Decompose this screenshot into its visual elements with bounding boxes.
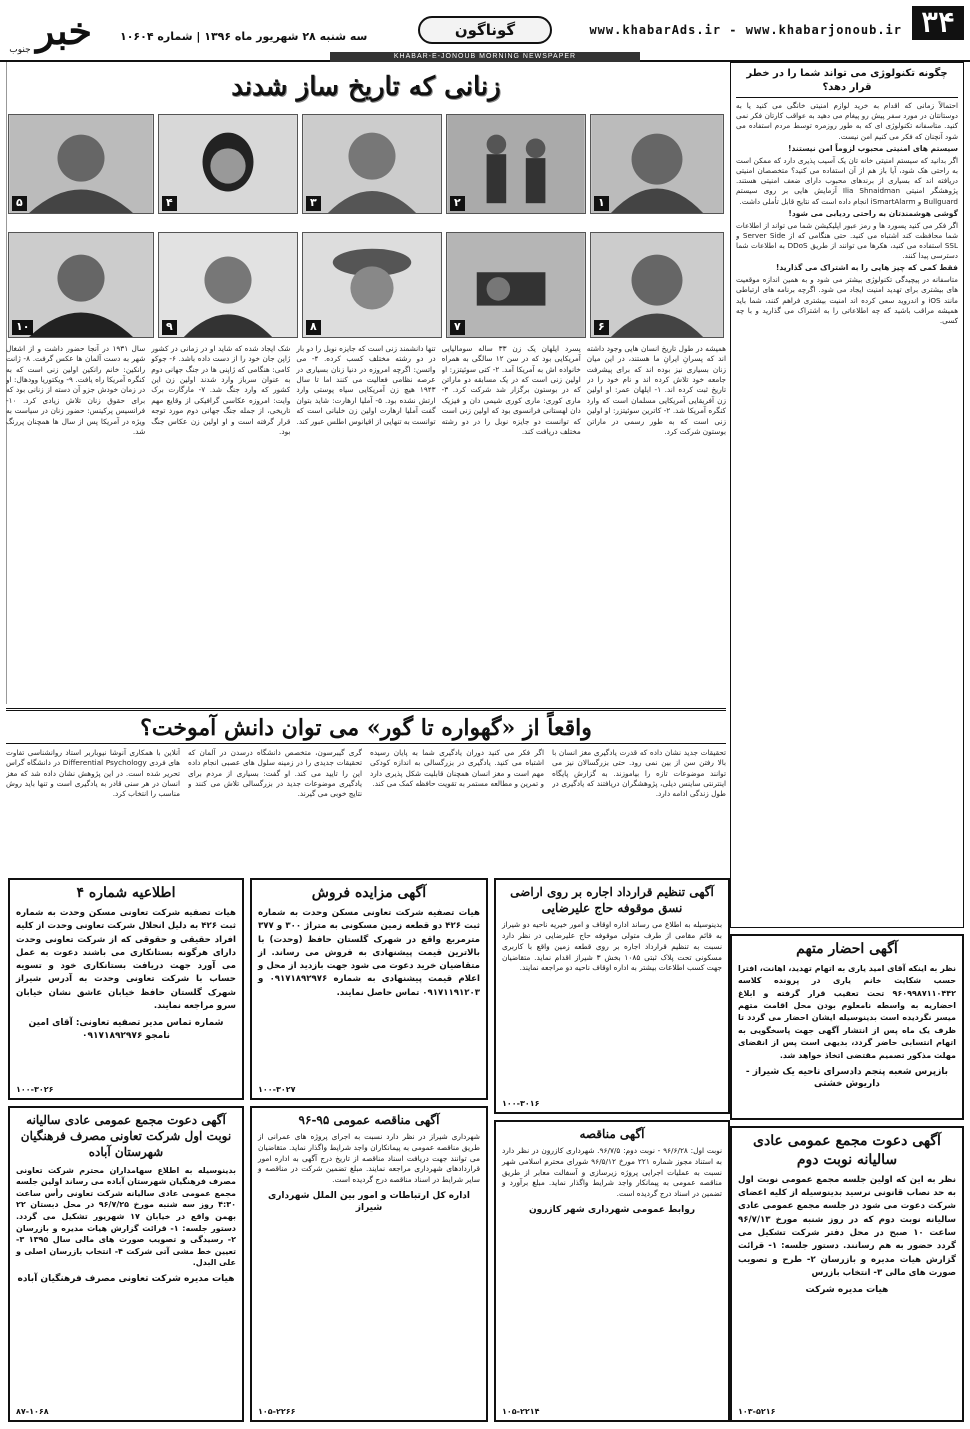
aviator-image — [9, 115, 153, 213]
ad-title: آگهی مناقصه — [579, 1127, 645, 1141]
ad-body: هیات تصفیه شرکت تعاونی مسکن وحدت به شماره ثبت ۴۲۶ دو قطعه زمین مسکونی به متراژ ۳۰۰ و ۳۷۷ مترمربع واقع در شهرک گلستان حافظ (وحدت) با بالاترین قیمت پیشنهادی به فروش می رساند. از متقاضیان خرید دعوت می شود جهت بازدید از محل و اعلام قیمت پیشنهادی به شماره ۰۹۱۷۱۸۹۲۹۷۶ و ۰۹۱۷۱۱۹۱۲۰۳ تماس حاصل نمایند. — [258, 907, 480, 998]
portrait-image — [303, 115, 441, 213]
photo-10 — [8, 232, 154, 338]
article-column: سال ۱۹۳۱ در آنجا حضور داشت و از اشغال شهر به دست آلمان ها عکس گرفت. ۸- ژانت رانکین: خانم رانکین اولین زنی است که به کنگره آمریکا راه یافت. ۹- ویکتوریا وودهال: او در زمان خودش جزو آن دسته از زنانی بود که برای حقوق زنان تلاش زیادی کرد. ۱۰- فرانسیس پرکینس: حضور زنان در سیاست به ویژه در آمریکا پس از سال ها همچنان پررنگ شد. — [5, 344, 146, 436]
ad-lease — [494, 878, 730, 1114]
photo-6 — [590, 232, 724, 338]
article-column: تنها دانشمند زنی است که جایزه نوبل را دو بار در دو رشته مختلف کسب کرده. ۴- می واتسن: اگرچه امروزه در دنیا زنان بسیاری در عرصه نظامی فعالیت می کنند اما تا سال ۱۹۴۳ هیچ زن آمریکایی سیاه پوستی وارد ارتش نشده بود. ۵- آملیا ارهارت: شاید بتوان گفت آملیا ارهارت اولین زن خلبانی است که توانست به تنهایی از اقیانوس اطلس عبور کند. — [296, 344, 436, 426]
sidebar-paragraph: اگر فکر می کنید پسورد ها و رمز عبور اپلیکیشن شما می تواند از اطلاعات شما محافظت کند اشتباه می کنید. حتی هنگامی که از Server Side و SSL استفاده می کنید، هکرها می توانند از طریق DDoS به اطلاعات شما دسترسی پیدا کنند. — [736, 220, 958, 261]
ad-code: ۱۰۳-۵۲۱۶ — [738, 1407, 776, 1417]
article-column: پسرد ایلهان یک زن ۳۳ ساله سومالیایی آمریکایی بود که در سن ۱۲ سالگی به همراه خانواده اش به آمریکا آمد. ۲- کتی سوئیتزر: او اولین زنی است که در یک مسابقه دو ماراتن که در بوستون برگزار شد شرکت کرد. ۳- ماری کوری: ماری کوری شیمی دان و فیزیک دان لهستانی فرانسوی بود که اولین زنی است که توانست دو جایزه نوبل را در دو رشته مختلف دریافت کند. — [441, 344, 581, 436]
tagline-ribbon: KHABAR-E-JONOUB MORNING NEWSPAPER — [330, 52, 640, 62]
issue-date: سه شنبه ۲۸ شهریور ماه ۱۳۹۶ | شماره ۱۰۶۰۴ — [120, 30, 368, 43]
ad-auction — [250, 878, 488, 1100]
ad-body: نوبت اول: ۹۶/۶/۲۸ - نوبت دوم: ۹۶/۷/۵. شهرداری کازرون در نظر دارد به استناد مجوز شماره ۲۲۱ مورخ ۹۶/۵/۱۲ شورای محترم اسلامی شهر نسبت به عملیات اجرایی پروژه زیرسازی و آسفالت معابر از طریق مناقصه عمومی به پیمانکار واجد شرایط واگذار نماید. مبلغ برآورد و تضمین در اسناد درج گردیده است. — [502, 1146, 723, 1199]
ad-code: ۱۰۵-۲۲۶۶ — [258, 1407, 296, 1417]
article-column: گری گیبرسون، متخصص دانشگاه درسدن در آلمان که تحقیقات جدیدی را در زمینه سلول های عصبی انجام داده این را تایید می کند. او گفت: بسیاری از مردم برای یادگیری موضوعات جدید در بزرگسالی تلاش می کنند و نتایج خوبی می گیرند. — [188, 748, 362, 799]
photo-number: ۱ — [594, 196, 609, 211]
ad-general-assembly — [730, 1126, 964, 1422]
page-number: ۳۴ — [912, 6, 964, 40]
ad-body: هیات تصفیه شرکت تعاونی مسکن وحدت به شماره ثبت ۴۲۶ به دلیل انحلال شرکت تعاونی وحدت از کلیه افراد حقیقی و حقوقی که از شرکت تعاونی وحدت دارای هرگونه بستانکاری می باشند دعوت به عمل می آورد جهت دریافت بستانکاری خود و تسویه حساب با شرکت تعاونی وحدت به آدرس شیراز شهرک گلستان حافظ خیابان عاشق نشان خیابان سرو مراجعه نمایند. — [16, 907, 237, 1012]
photo-number: ۲ — [450, 196, 465, 211]
newspaper-logo — [6, 4, 110, 56]
ad-body: نظر به اینکه آقای امید یاری به اتهام تهدید، اهانت، افترا حسب شکایت خانم یاری در پرونده کلاسه ۹۶۰۹۹۸۷۱۱۰۴۴۲ تحت تعقیب قرار گرفته و ابلاغ احضاریه به واسطه نامعلوم بودن محل اقامت متهم میسر نگردیده است بدینوسیله ایشان احضار می گردد تا ظرف یک ماه پس از انتشار آگهی جهت پاسخگویی به اتهام انتسابی حاضر گردد، بدیهی است پس از انقضای مهلت مذکور تصمیم مقتضی اتخاذ خواهد شد. — [738, 963, 956, 1060]
ad-code: ۱۰۰-۳۰۱۶ — [502, 1099, 540, 1109]
sidebar-title: چگونه تکنولوژی می تواند شما را در خطر قرار دهد؟ — [736, 67, 958, 98]
site-urls[interactable]: www.khabarAds.ir - www.khabarjonoub.ir — [589, 23, 902, 37]
ad-code: ۱۰۰-۳۰۲۷ — [258, 1085, 296, 1095]
ad-code: ۱۰۵-۲۲۱۴ — [502, 1407, 540, 1417]
photo-9 — [158, 232, 298, 338]
sidebar-paragraph: متاسفانه در پیچیدگی تکنولوژی بیشتر می شود و به همین اندازه موقعیت های بیشتری برای تهدید امنیت ایجاد می شود. اگرچه برنامه های ارتباطی مانند iOS و اندروید سعی کرده اند امنیت بیشتری فراهم کنند، شما باید همیشه مراقب باشید که چه اطلاعاتی را به اشتراک می گذارید و با چه کسی. — [736, 275, 958, 326]
ad-body: نظر به این که اولین جلسه مجمع عمومی نوبت اول به حد نصاب قانونی نرسید بدینوسیله از کلیه اعضای شرکت دعوت می شود در جلسه مجمع عمومی عادی سالیانه نوبت دوم که در روز شنبه مورخ ۹۶/۷/۱۳ ساعت ۱۰ صبح در محل دفتر شرکت تشکیل می گردد حضور به هم رسانند. دستور جلسه: ۱- قرائت گزارش هیات مدیره و بازرسان ۲- طرح و تصویب صورت های مالی ۳- انتخاب بازرس — [738, 1174, 957, 1278]
ad-signature: اداره کل ارتباطات و امور بین الملل شهرداری شیراز — [267, 1190, 471, 1213]
ad-body: بدینوسیله به اطلاع می رساند اداره اوقاف و امور خیریه ناحیه دو شیراز به قائم مقامی از طرف متولی موقوفه حاج علیرضایی در نظر دارد نسبت به تنظیم قرارداد اجاره بر روی قطعه زمین واقع با کاربری مسکونی تحت پلاک ثبتی ۱۰۸۵ بخش ۳ شیراز اقدام نماید. متقاضیان جهت کسب اطلاعات بیشتر به اداره اوقاف ناحیه دو مراجعه نمایند. — [502, 920, 722, 973]
article-column: اگر فکر می کنید دوران یادگیری شما به پایان رسیده اشتباه می کنید. یادگیری در بزرگسالی به اندازه کودکی مهم است و مغز انسان همچنان قابلیت شکل پذیری دارد و تمرین و مطالعه مستمر به تقویت حافظه کمک می کند. — [370, 748, 544, 789]
article-column: همیشه در طول تاریخ انسان هایی وجود داشته اند که پسرانِ ایرانِ ما هستند، در این میان زنان بسیاری نیز بوده اند که برای پیشرفت جامعه خود تلاش کرده اند و نام خود را در تاریخ ثبت کرده اند. ۱- ایلهان عمر: او اولین زن آفریقایی آمریکایی مسلمان است که وارد کنگره آمریکا شد. ۲- کاترین سوئیتزر: او اولین زنی است که به طور رسمی در ماراتن بوستون شرکت کرد. — [586, 344, 726, 436]
sidebar-subheading: گوشی هوشمندتان به راحتی ردیابی می شود! — [788, 208, 958, 218]
masthead — [0, 0, 970, 62]
photo-8 — [302, 232, 442, 338]
photographer-image — [447, 233, 585, 337]
ad-signature: روابط عمومی شهرداری شهر کازرون — [528, 1204, 696, 1215]
ad-coop-assembly — [8, 1106, 244, 1422]
ad-title: آگهی مناقصه عمومی ۹۵-۹۶ — [298, 1113, 440, 1127]
portrait-image — [303, 233, 441, 337]
ad-body: بدینوسیله به اطلاع سهامداران محترم شرکت تعاونی مصرف فرهنگیان شهرستان آباده می رساند اولین جلسه مجمع عمومی عادی سالیانه شرکت تعاونی رأس ساعت ۴:۳۰ روز سه شنبه مورخ ۹۶/۷/۲۵ در محل دبستان ۲۲ بهمن واقع در خیابان ۱۷ شهریور تشکیل می گردد. دستور جلسه: ۱- قرائت گزارش هیات مدیره و بازرسان ۲- رسیدگی و تصویب صورت های مالی سال ۱۳۹۵ ۳- تعیین خط مشی آتی شرکت ۴- انتخاب بازرسان اصلی و علی البدل. — [16, 1165, 237, 1268]
ad-title: آگهی تنظیم قرارداد اجاره بر روی اراضی نسق موقوفه حاج علیرضایی — [510, 885, 714, 916]
ad-signature: هیات مدیره شرکت — [805, 1285, 889, 1296]
photo-number: ۸ — [306, 320, 321, 335]
portrait-image — [159, 233, 297, 337]
ad-title: آگهی مزایده فروش — [311, 885, 427, 901]
ad-body: شهرداری شیراز در نظر دارد نسبت به اجرای پروژه های عمرانی از طریق مناقصه عمومی به پیمانکاران واجد شرایط واگذار نماید. متقاضیان می توانند جهت دریافت اسناد مناقصه از تاریخ درج آگهی به اداره امور قراردادهای شهرداری مراجعه نمایند. مبلغ تضمین شرکت در مناقصه و سایر شرایط در اسناد مناقصه درج گردیده است. — [258, 1132, 480, 1185]
photo-4 — [158, 114, 298, 214]
feature-headline: زنانی که تاریخ ساز شدند — [231, 72, 501, 102]
photo-number: ۹ — [162, 320, 177, 335]
article-column: تحقیقات جدید نشان داده که قدرت یادگیری مغز انسان با بالا رفتن سن از بین نمی رود. حتی بزرگسالان نیز می توانند موضوعات تازه را بیاموزند. به گزارش پایگاه اینترنتی ساینس دیلی، پژوهشگران دریافتند که یادگیری در طول زندگی ادامه دارد. — [552, 748, 726, 799]
photo-5 — [8, 114, 154, 214]
article2-headline: واقعاً از «گهواره تا گور» می توان دانش آموخت؟ — [6, 708, 726, 744]
sidebar-paragraph: اگر بدانید که سیستم امنیتی خانه تان یک آسیب پذیری دارد که ممکن است به راحتی هک شود، آیا باز هم از آن استفاده می کنید؟ متخصصان امنیتی دریافته اند که بسیاری از برندهای محبوب دارای ضعف امنیتی هستند. پژوهشگر امنیتی Ilia Shnaidman آزمایش هایی بر روی سیستم Bullguard و iSmartAlarm انجام داده است که نتایج قابل تأملی داشت. — [736, 155, 958, 206]
sidebar-subheading: فقط کمی که چیز هایی را به اشتراک می گذارید! — [775, 263, 958, 273]
photo-1 — [590, 114, 724, 214]
sidebar-intro: احتمالاً زمانی که اقدام به خرید لوازم امنیتی خانگی می کنید یا به دوستانتان در مورد سفر پیش رو پیغام می دهید به عواقب کارتان فکر نمی کنید. متاسفانه تکنولوژی ای که به طور روزمره توسط مردم استفاده می شود آنچنان که فکر می کنیم امن نیست. — [736, 101, 958, 141]
photo-3 — [302, 114, 442, 214]
photo-7 — [446, 232, 586, 338]
ad-title: آگهی دعوت مجمع عمومی عادی سالیانه نوبت اول شرکت تعاونی مصرف فرهنگیان شهرستان آباده — [20, 1113, 232, 1160]
tech-security-article — [730, 62, 964, 928]
article-column: شک ایجاد شده که شاید او در زمانی در کشور ژاپن جان خود را از دست داده باشد. ۶- جوکو کامی: هنگامی که ژاپنی ها در جنگ جهانی دوم به عنوان سرباز وارد شدند اولین زن این کشور که وارد جنگ شد. ۷- مارگارت برک وایت: امروزه عکاسی گرافیکی از وقایع مهم تاریخی، از جمله جنگ جهانی دوم مورد توجه قرار گرفته است و او اولین زن عکاس جنگ بود. — [151, 344, 291, 436]
portrait-image — [159, 115, 297, 213]
article2-body — [6, 748, 726, 872]
article-column: آنلاین با همکاری آنوشا نیوباربر استاد روانشناسی تفاوت های فردی Differential Psychology در دانشگاه گراس تحریر شده است. در این پژوهش نشان داده شد که مغز انسان در هر سنی قادر به یادگیری است و تنها باید روش مناسب را انتخاب کرد. — [6, 748, 180, 799]
sidebar-subheading: سیستم های امنیتی محبوب لزوماً امن نیستند! — [788, 143, 958, 153]
ad-title: آگهی احضار متهم — [796, 941, 898, 957]
ad-summons — [730, 934, 964, 1120]
ad-title: آگهی دعوت مجمع عمومی عادی سالیانه نوبت دوم — [753, 1133, 941, 1168]
ad-notice-4 — [8, 878, 244, 1100]
ad-title: اطلاعیه شماره ۴ — [76, 885, 176, 901]
portrait-image — [591, 115, 723, 213]
ad-tender-shiraz — [250, 1106, 488, 1422]
photo-number: ۷ — [450, 320, 465, 335]
photo-number: ۶ — [594, 320, 609, 335]
portrait-image — [591, 233, 723, 337]
marathon-image — [447, 115, 585, 213]
ad-code: ۸۷-۱۰۶۸ — [16, 1407, 49, 1417]
photo-number: ۳ — [306, 196, 321, 211]
ad-tender-kazerun — [494, 1120, 730, 1422]
photo-number: ۱۰ — [12, 320, 33, 335]
ad-signature: هیات مدیره شرکت تعاونی مصرف فرهنگیان آباده — [17, 1273, 235, 1284]
photo-number: ۴ — [162, 196, 177, 211]
logo-main: خبر — [36, 8, 92, 53]
section-label: گوناگون — [418, 16, 552, 44]
photo-number: ۵ — [12, 196, 27, 211]
photo-2 — [446, 114, 586, 214]
ad-signature: بازپرس شعبه پنجم دادسرای ناحیه یک شیراز - داریوش خشتی — [745, 1067, 949, 1090]
logo-sub: جنوب — [9, 45, 31, 55]
ad-code: ۱۰۰-۳۰۲۶ — [16, 1085, 54, 1095]
sidebar-body — [736, 101, 958, 931]
ad-signature: شماره تماس مدیر تصفیه تعاونی: آقای امین نامجو ۰۹۱۷۱۸۹۲۹۷۶ — [28, 1018, 224, 1041]
feature-body — [6, 344, 726, 704]
